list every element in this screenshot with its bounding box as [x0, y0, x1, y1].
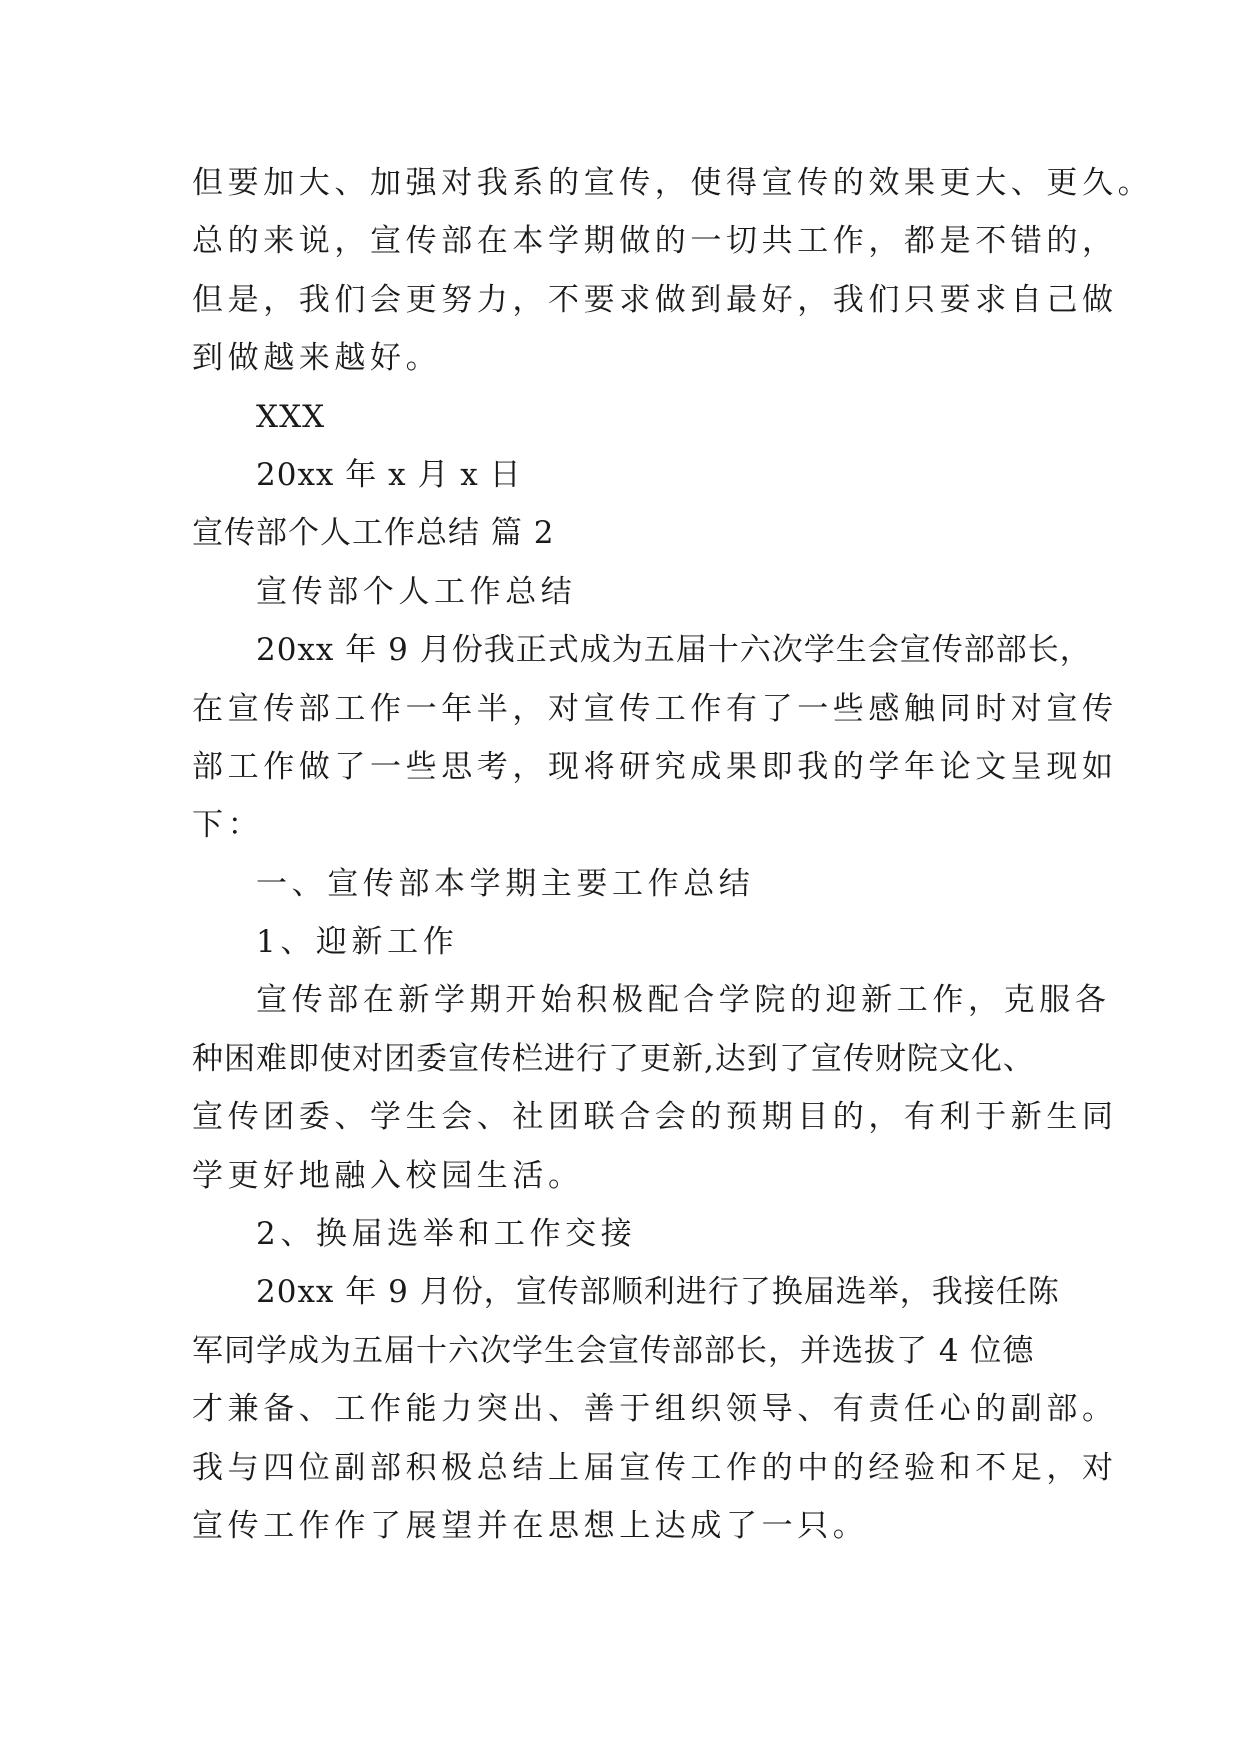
paragraph-line: 20xx 年 9 月份我正式成为五届十六次学生会宣传部部长， — [256, 632, 1092, 669]
paragraph-line: 才兼备、工作能力突出、善于组织领导、有责任心的副部。 — [192, 1391, 1118, 1428]
signature-date: 20xx 年 x 月 x 日 — [256, 456, 522, 493]
paragraph-line: 宣传部在新学期开始积极配合学院的迎新工作，克服各 — [256, 982, 1111, 1019]
paragraph-line: 宣传团委、学生会、社团联合会的预期目的，有利于新生同 — [192, 1099, 1118, 1136]
document-title: 宣传部个人工作总结 — [256, 573, 577, 610]
paragraph-line: 到做越来越好。 — [192, 340, 442, 377]
paragraph-line: 在宣传部工作一年半，对宣传工作有了一些感触同时对宣传 — [192, 690, 1118, 727]
subheading-1: 一、宣传部本学期主要工作总结 — [256, 865, 755, 902]
paragraph-line: 20xx 年 9 月份，宣传部顺利进行了换届选举，我接任陈 — [256, 1274, 1060, 1311]
paragraph-line: 但是，我们会更努力，不要求做到最好，我们只要求自己做 — [192, 281, 1118, 318]
paragraph-line: 总的来说，宣传部在本学期做的一切共工作，都是不错的， — [192, 223, 1118, 260]
paragraph-line: 但要加大、加强对我系的宣传，使得宣传的效果更大、更久。 — [192, 165, 1154, 201]
signature-name: XXX — [256, 398, 326, 435]
paragraph-line: 部工作做了一些思考，现将研究成果即我的学年论文呈现如 — [192, 748, 1118, 785]
paragraph-line: 种困难即使对团委宣传栏进行了更新,达到了宣传财院文化、 — [192, 1040, 1035, 1077]
document-body — [192, 154, 1154, 1555]
subheading-election: 2、换届选举和工作交接 — [256, 1216, 637, 1253]
section-heading: 宣传部个人工作总结 篇 2 — [192, 515, 555, 552]
paragraph-line: 宣传工作作了展望并在思想上达成了一只。 — [192, 1507, 869, 1544]
paragraph-line: 下： — [192, 807, 264, 844]
paragraph-line: 学更好地融入校园生活。 — [192, 1157, 584, 1194]
subheading-welcome: 1、迎新工作 — [256, 924, 459, 961]
paragraph-line: 军同学成为五届十六次学生会宣传部部长，并选拔了 4 位德 — [192, 1332, 1035, 1369]
paragraph-line: 我与四位副部积极总结上届宣传工作的中的经验和不足，对 — [192, 1449, 1118, 1486]
